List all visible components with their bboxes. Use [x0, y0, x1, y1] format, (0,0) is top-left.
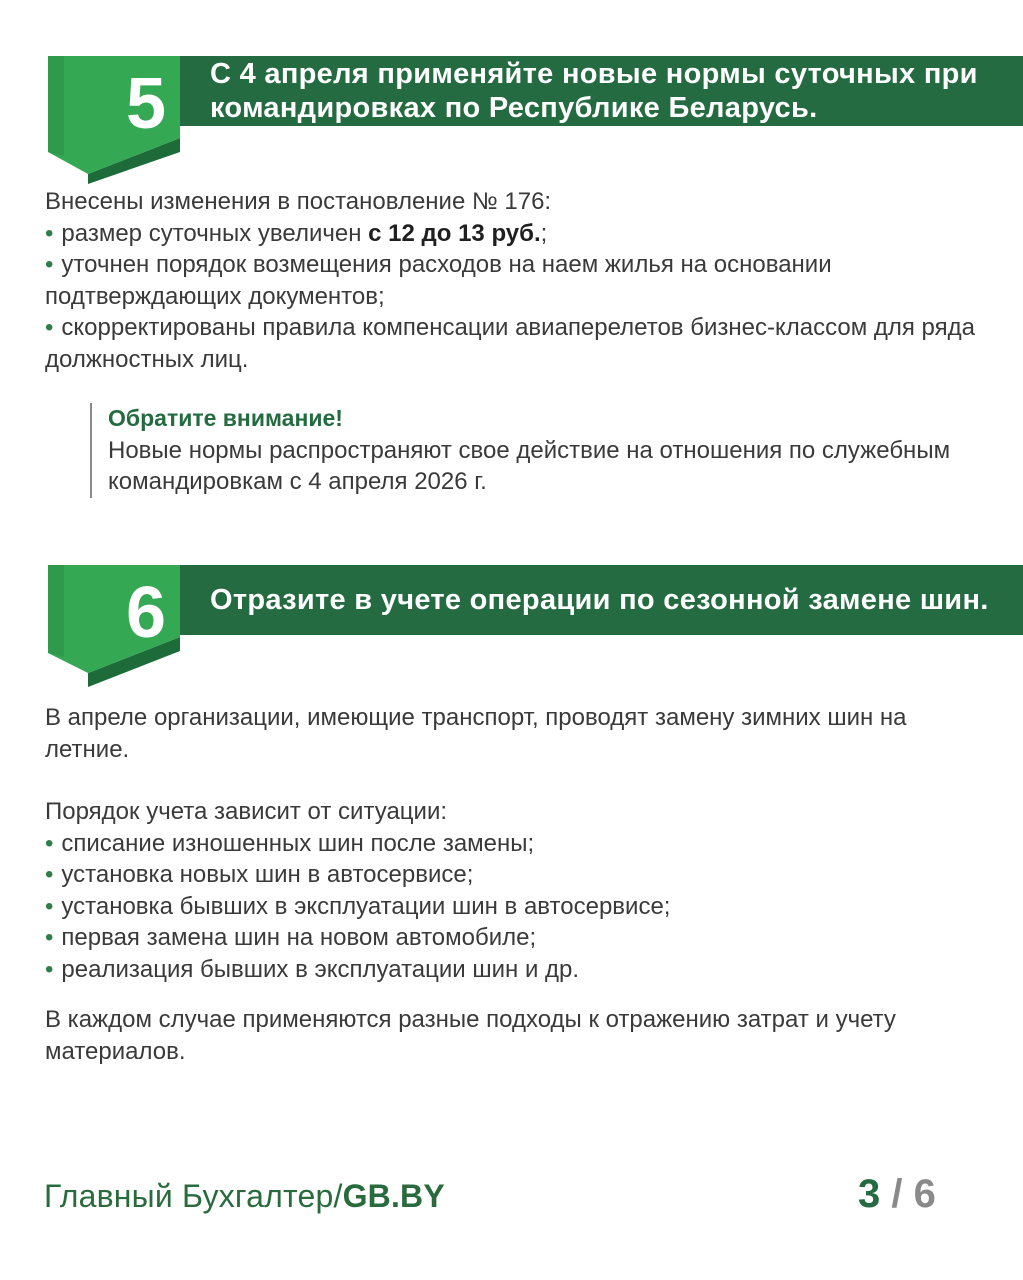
section-5-number: 5: [125, 64, 167, 144]
section-6-intro: [45, 702, 915, 765]
section-6-intro-text: В апреле организации, имеющие транспорт, проводят замену зимних шин на летние.: [45, 704, 907, 763]
page-indicator: [858, 1172, 936, 1217]
bullet-1-text: размер суточных увеличен: [61, 219, 369, 247]
section-6-number: 6: [125, 573, 167, 653]
section-5-title-line2: командировках по Республике Беларусь.: [210, 92, 818, 124]
section-6-title-text: Отразите в учете операции по сезонной замене шин.: [210, 584, 989, 616]
section-5-bullet-3: • скорректированы правила компенсации авиаперелетов бизнес-классом для ряда должностных лиц.: [45, 312, 985, 375]
page-current: 3: [858, 1172, 881, 1216]
attention-note: [90, 403, 990, 498]
section-5-bullet-1: [45, 218, 985, 250]
section-6-item: • реализация бывших в эксплуатации шин и др.: [45, 954, 985, 986]
section-5-badge: [44, 56, 184, 184]
section-6-item: • списание изношенных шин после замены;: [45, 828, 985, 860]
section-5-title-line1: С 4 апреля применяйте новые нормы суточных при: [210, 58, 978, 90]
bullet-1-highlight: с 12 до 13 руб.: [368, 219, 541, 247]
section-6-conclusion-text: В каждом случае применяются разные подходы к отражению затрат и учету материалов.: [45, 1006, 896, 1065]
page-total: 6: [913, 1172, 936, 1216]
page-separator: /: [891, 1172, 903, 1216]
section-5-bullet-2: • уточнен порядок возмещения расходов на наем жилья на основании подтверждающих документов;: [45, 249, 985, 312]
section-5-intro: Внесены изменения в постановление № 176:: [45, 188, 552, 215]
section-6-list-heading: Порядок учета зависит от ситуации:: [45, 798, 448, 825]
section-6-header: [0, 565, 1023, 695]
note-text: Новые нормы распространяют свое действие на отношения по служебным командировкам с 4 апреля 2026 г.: [108, 436, 951, 495]
section-6-list: [45, 796, 985, 985]
section-6-item: • установка новых шин в автосервисе;: [45, 859, 985, 891]
section-5-title: [180, 56, 1023, 126]
section-6-item: • первая замена шин на новом автомобиле;: [45, 922, 985, 954]
section-6-item: • установка бывших в эксплуатации шин в автосервисе;: [45, 891, 985, 923]
section-5-body: [45, 186, 985, 375]
section-6-title: [180, 565, 1023, 635]
brand-name: Главный Бухгалтер/: [44, 1178, 343, 1214]
section-6-conclusion: [45, 1004, 985, 1067]
section-6-badge: [44, 565, 184, 693]
brand-domain: GB.BY: [342, 1178, 445, 1214]
brand-logo: [44, 1178, 445, 1215]
note-title: Обратите внимание!: [108, 405, 343, 431]
bullet-1-suffix: ;: [540, 219, 548, 247]
section-5-header: [0, 56, 1023, 186]
